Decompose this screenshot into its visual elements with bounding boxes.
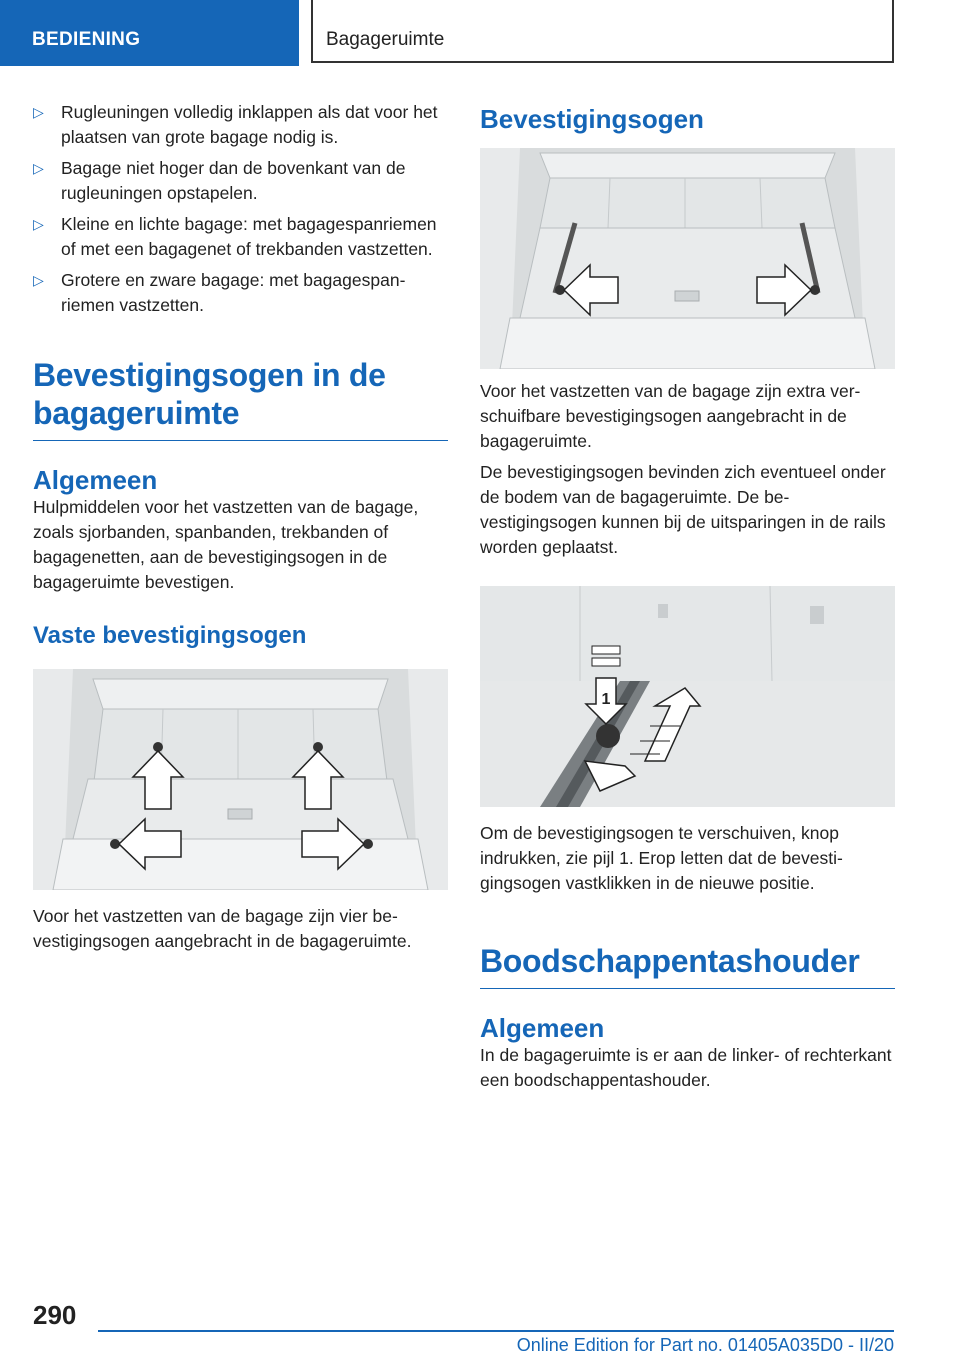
chapter-title: Bagageruimte [326, 29, 445, 50]
movable-eyes-text: Voor het vastzetten van de bagage zijn extra verschuifbare bevestigingsogen aangebracht in de bagageruimte. [480, 381, 861, 451]
rail-detail-figure [480, 586, 895, 807]
fixed-eyes-text: Voor het vastzetten van de bagage zijn vier bevestigingsogen aangebracht in de bagageruimte. [33, 906, 412, 951]
location-text: De bevestigingsogen bevinden zich eventueel onder de bodem van de bagageruimte. De bevestigingsogen kunnen bij de uitsparingen in de rails worden geplaatst. [480, 462, 886, 557]
list-item: ▷ Bagage niet hoger dan de bovenkant van de rugleuningen opstapelen. [33, 158, 406, 203]
bullet-list [33, 100, 448, 318]
triangle-bullet-icon: ▷ [33, 216, 44, 232]
section-heading: Bevestigingsogen in de bagageruimte [33, 356, 448, 441]
footer-edition-text: Online Edition for Part no. 01405A035D0 - II/20 [516, 1335, 894, 1355]
triangle-bullet-icon: ▷ [33, 272, 44, 288]
list-item: ▷ Grotere en zware bagage: met bagagespanriemen vastzetten. [33, 270, 406, 315]
trunk-fixed-eyes-figure [33, 669, 448, 890]
move-instructions-text: Om de bevestigingsogen te verschuiven, knop indrukken, zie pijl 1. Erop letten dat de bevestigingsogen vastklikken in de nieuwe positie. [480, 823, 843, 893]
left-column [33, 100, 448, 954]
triangle-bullet-icon: ▷ [33, 160, 44, 176]
list-item: ▷ Rugleuningen volledig inklappen als dat voor het plaatsen van grote bagage nodig is. [33, 102, 438, 147]
trunk-movable-eyes-figure [480, 148, 895, 369]
list-item: ▷ Kleine en lichte bagage: met bagagespanriemen of met een bagagenet of trekbanden vastzetten. [33, 214, 437, 259]
subsection-heading-general-2: Algemeen [480, 1013, 605, 1043]
page-number: 290 [33, 1300, 77, 1330]
header-chapter-box [311, 0, 894, 63]
right-column [480, 104, 895, 1093]
subsection-heading-fixed: Vaste bevestigingsogen [33, 622, 307, 649]
general-text: Hulpmiddelen voor het vastzetten van de bagage, zoals sjorbanden, spanbanden, trekbanden of bagagenetten, aan de bevestigingsogen in de bagageruimte bevestigen. [33, 497, 419, 592]
triangle-bullet-icon: ▷ [33, 104, 44, 120]
subsection-heading-eyes: Bevestigingsogen [480, 104, 704, 134]
section-title: BEDIENING [32, 29, 141, 50]
section-heading-bag-holder: Boodschappentashouder [480, 942, 895, 989]
header-section-tab [0, 0, 299, 66]
footer-divider [98, 1330, 894, 1332]
bag-holder-text: In de bagageruimte is er aan de linker- of rechterkant een boodschappentashouder. [480, 1045, 892, 1090]
subsection-heading-general: Algemeen [33, 465, 158, 495]
figure-callout-label: 1 [601, 691, 611, 708]
